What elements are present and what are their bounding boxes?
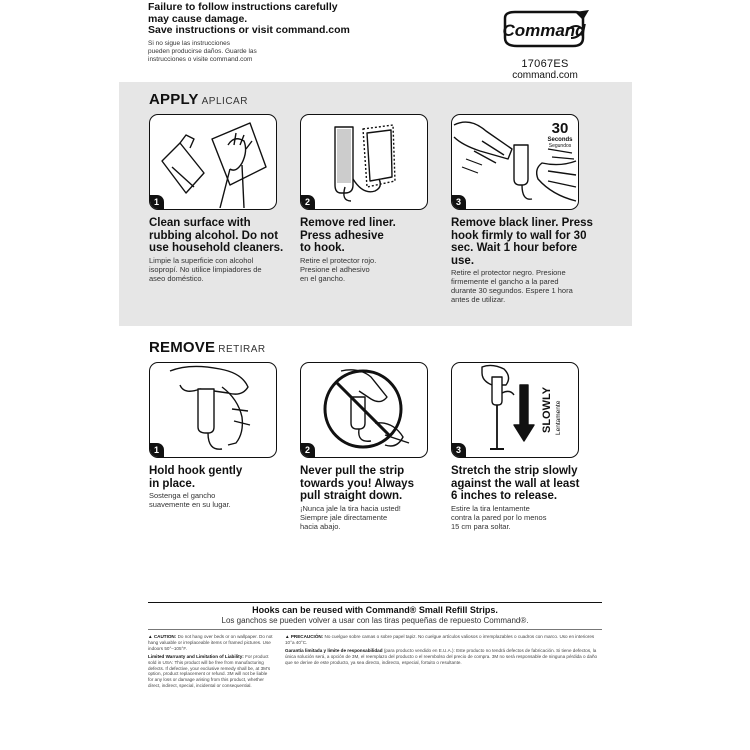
- brand-website: command.com: [512, 70, 578, 81]
- remove-step-2-spanish: ¡Nunca jale la tira hacia usted! Siempre jale directamente hacia abajo.: [300, 503, 401, 531]
- warranty-paragraph: [148, 654, 273, 689]
- apply-step-2: [300, 114, 445, 283]
- step-number-badge: 2: [300, 195, 315, 210]
- precaucion-paragraph: [285, 634, 601, 646]
- garantia-paragraph: [285, 648, 601, 666]
- stretch-strip-icon: [452, 363, 577, 456]
- remove-step-1: [149, 362, 294, 509]
- slowly-label-spanish: Lentamente: [555, 400, 562, 435]
- fine-print: [148, 634, 602, 691]
- hold-hook-icon: [150, 363, 275, 456]
- warranty-heading: Limited Warranty and Limitation of Liability:: [148, 653, 244, 659]
- remove-step-1-illustration: [149, 362, 277, 458]
- step-number-badge: 2: [300, 443, 315, 458]
- hook-and-liner-icon: [301, 115, 426, 208]
- do-not-pull-icon: [301, 363, 426, 456]
- apply-step-1-illustration: [149, 114, 277, 210]
- apply-section-title: [149, 91, 248, 108]
- warning-spanish: Si no sigue las instrucciones pueden producirse daños. Guarde las instrucciones o visite command.com: [148, 39, 257, 64]
- timer-label-spanish: Segundos: [548, 143, 572, 149]
- remove-subtitle: RETIRAR: [218, 344, 266, 355]
- product-sku: 17067ES: [521, 58, 569, 70]
- reuse-note-spanish: Los ganchos se pueden volver a usar con las tiras pequeñas de repuesto Command®.: [221, 616, 529, 625]
- remove-step-2-illustration: [300, 362, 428, 458]
- divider: [148, 602, 602, 603]
- precaucion-text: No cuelgue sobre camas o sobre papel tapiz. No cuelgue artículos valiosos o irremplazables o cuadros con marco. Uso en interiores 10°a 40°C.: [285, 634, 595, 645]
- apply-step-1-spanish: Limpie la superficie con alcohol isopropí. No utilice limpiadores de aseo doméstico.: [149, 255, 262, 283]
- apply-step-2-english: Remove red liner. Press adhesive to hook.: [300, 217, 396, 254]
- apply-step-2-illustration: [300, 114, 428, 210]
- fine-print-spanish: [285, 634, 601, 691]
- remove-title: REMOVE: [149, 339, 216, 356]
- remove-step-1-english: Hold hook gently in place.: [149, 465, 243, 490]
- command-logo: [497, 8, 593, 52]
- remove-step-2: [300, 362, 445, 531]
- logo-wordmark: Command: [502, 21, 586, 40]
- warning-english: Failure to follow instructions carefully may cause damage. Save instructions or visit command.com: [148, 1, 350, 36]
- remove-step-1-spanish: Sostenga el gancho suavemente en su lugar.: [149, 491, 231, 509]
- caution-heading: ▲ CAUTION:: [148, 634, 177, 639]
- remove-step-2-english: Never pull the strip towards you! Always pull straight down.: [300, 465, 414, 502]
- apply-step-1: [149, 114, 294, 283]
- remove-step-3-illustration: [451, 362, 579, 458]
- apply-subtitle: APLICAR: [201, 96, 248, 107]
- slowly-label-english: SLOWLY: [541, 386, 553, 433]
- garantia-text: (para producto vendido en E.U.A.): Este producto no tendrá defectos de fabricación. Si tiene defectos, la única solución será, a opción de 3M, el reemplazo del producto o el reembolso del precio de compra. 3M no será responsable de ninguna pérdida o daño que se derive de este producto, ya sea directo, indirecto, especial, fortuito o resultante.: [285, 647, 598, 665]
- footer: [148, 602, 602, 691]
- brand-block: [495, 8, 595, 81]
- fine-print-english: [148, 634, 273, 691]
- garantia-heading: Garantía limitada y límite de responsabilidad: [285, 647, 383, 653]
- divider: [148, 629, 602, 630]
- precaucion-heading: ▲ PRECAUCIÓN:: [285, 634, 324, 639]
- apply-step-2-spanish: Retire el protector rojo. Presione el adhesivo en el gancho.: [300, 255, 377, 283]
- warning-block: [148, 2, 408, 64]
- reuse-note-english: Hooks can be reused with Command® Small Refill Strips.: [252, 605, 498, 615]
- remove-step-3: [451, 362, 596, 531]
- apply-step-3-english: Remove black liner. Press hook firmly to wall for 30 sec. Wait 1 hour before use.: [451, 217, 593, 267]
- apply-step-3-illustration: [451, 114, 579, 210]
- remove-step-3-english: Stretch the strip slowly against the wall at least 6 inches to release.: [451, 465, 580, 502]
- remove-section-title: [149, 339, 266, 356]
- step-number-badge: 1: [149, 195, 164, 210]
- apply-step-3-spanish: Retire el protector negro. Presione firmemente el gancho a la pared durante 30 segundos. Espere 1 hora antes de utilizar.: [451, 268, 573, 304]
- alcohol-and-cloth-icon: [150, 115, 275, 208]
- apply-step-3: [451, 114, 596, 304]
- caution-text: Do not hang over beds or on wallpaper. Do not hang valuable or irreplaceable items or framed pictures. Use indoors 50°–105°F.: [148, 634, 273, 651]
- step-number-badge: 3: [451, 195, 466, 210]
- warranty-text: For product sold in USA: This product will be free from manufacturing defects. If defective, your exclusive remedy shall be, at 3M's option, product replacement or refund. 3M will not be liable for any loss or damage arising from this product, whether direct, indirect, special, incidental or consequential.: [148, 653, 271, 689]
- remove-step-3-spanish: Estire la tira lentamente contra la pared por lo menos 15 cm para soltar.: [451, 503, 547, 531]
- caution-paragraph: [148, 634, 273, 652]
- press-hook-icon: [452, 115, 577, 208]
- timer-label-english: Seconds: [547, 137, 573, 143]
- step-number-badge: 3: [451, 443, 466, 458]
- apply-title: APPLY: [149, 91, 199, 108]
- apply-step-1-english: Clean surface with rubbing alcohol. Do not use household cleaners.: [149, 217, 284, 254]
- step-number-badge: 1: [149, 443, 164, 458]
- timer-value: 30: [551, 120, 569, 137]
